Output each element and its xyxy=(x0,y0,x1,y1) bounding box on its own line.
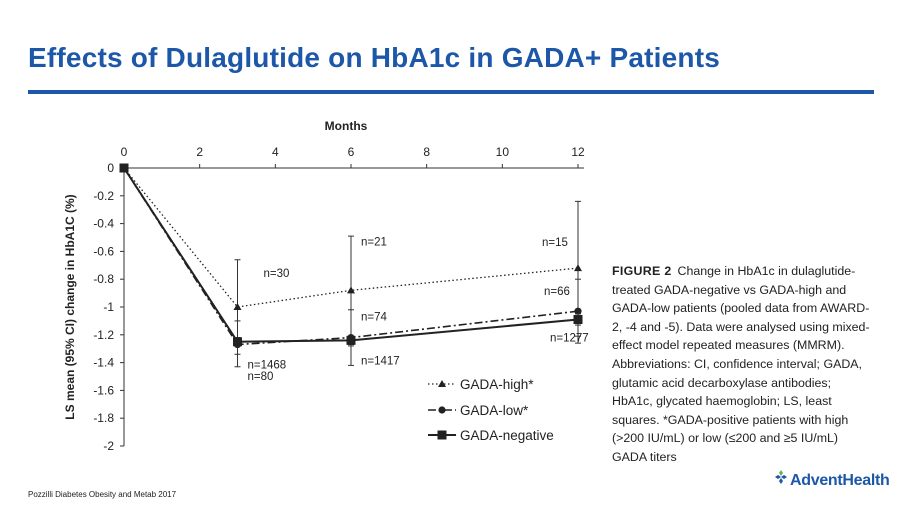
x-tick-label-2: 4 xyxy=(271,145,279,159)
slide-title: Effects of Dulaglutide on HbA1c in GADA+ Patients xyxy=(28,42,720,73)
n-label-gada-low-3: n=66 xyxy=(544,286,570,299)
advent-health-wordmark: AdventHealth xyxy=(790,472,890,489)
x-tick-label-4: 8 xyxy=(423,145,431,159)
source-citation: Pozzilli Diabetes Obesity and Metab 2017 xyxy=(28,490,177,499)
data-point-gada-negative-2 xyxy=(347,336,356,345)
y-tick-label-3: -0.6 xyxy=(93,244,114,259)
y-axis-label: LS mean (95% CI) change in HbA1C (%) xyxy=(63,194,77,420)
y-tick-label-7: -1.4 xyxy=(93,355,114,370)
y-tick-label-2: -0.4 xyxy=(93,216,114,231)
n-label-gada-negative-2: n=1417 xyxy=(361,355,400,368)
n-label-gada-low-2: n=74 xyxy=(361,311,387,324)
data-point-gada-negative-1 xyxy=(233,337,242,346)
data-point-gada-high-3 xyxy=(574,264,582,271)
legend-marker-gada-low xyxy=(438,406,445,413)
n-label-gada-negative-1: n=80 xyxy=(247,370,274,383)
y-tick-label-0: 0 xyxy=(107,161,114,175)
advent-health-logo xyxy=(774,470,890,490)
n-label-gada-high-2: n=21 xyxy=(361,236,387,249)
x-tick-label-1: 2 xyxy=(196,145,204,159)
y-tick-label-10: -2 xyxy=(103,439,114,453)
y-tick-label-1: -0.2 xyxy=(93,188,114,203)
x-tick-label-0: 0 xyxy=(120,145,128,159)
y-tick-label-5: -1 xyxy=(103,300,114,314)
n-label-gada-high-1: n=30 xyxy=(263,268,290,280)
y-tick-label-9: -1.8 xyxy=(93,411,114,426)
y-tick-label-8: -1.6 xyxy=(93,383,114,398)
data-point-gada-negative-3 xyxy=(574,315,583,324)
figure-caption-text: Change in HbA1c in dulaglutide-treated GADA-negative vs GADA-high and GADA-low patients (pooled data from AWARD-2, -4 and -5). Data were analysed using mixed-effect model repeated measures (MMRM). Abbreviations: CI, confidence interval; GADA, glutamic acid decarboxylase antibodies; HbA1c, glycated haemoglobin; LS, least squares. *GADA-positive patients with high (>200 IU/mL) or low (≤200 and ≥5 IU/mL) GADA titers xyxy=(612,264,870,464)
x-tick-label-3: 6 xyxy=(347,145,355,159)
data-point-gada-high-1 xyxy=(234,303,242,310)
x-tick-label-5: 10 xyxy=(495,145,510,159)
y-tick-label-6: -1.2 xyxy=(93,327,114,342)
legend-marker-gada-negative xyxy=(438,431,447,440)
x-axis-label: Months xyxy=(324,119,368,133)
n-label-gada-negative-3: n=1277 xyxy=(550,332,589,345)
figure-caption xyxy=(612,262,874,467)
x-tick-label-6: 12 xyxy=(571,145,585,159)
legend-label-gada-high: GADA-high* xyxy=(460,377,534,392)
figure-label: FIGURE 2 xyxy=(612,264,672,278)
n-label-gada-low-1: n=1468 xyxy=(247,359,287,372)
legend-label-gada-negative: GADA-negative xyxy=(460,428,554,443)
data-point-gada-negative-0 xyxy=(120,164,129,173)
y-tick-label-4: -0.8 xyxy=(93,272,114,287)
advent-cross-icon xyxy=(774,470,788,490)
legend-label-gada-low: GADA-low* xyxy=(460,403,529,418)
n-label-gada-high-3: n=15 xyxy=(542,237,568,250)
